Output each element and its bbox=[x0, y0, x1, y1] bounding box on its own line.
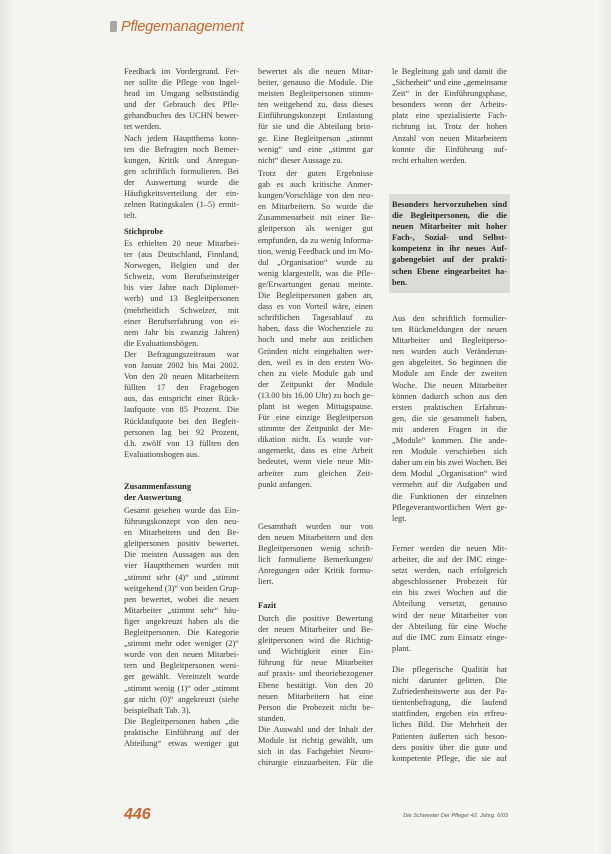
highlight-line: ben. bbox=[392, 277, 408, 287]
text-line: richtung ist. Trotz der hohen bbox=[392, 122, 507, 132]
text-line: einer Berufserfahrung von ei- bbox=[124, 316, 239, 326]
text-line: werb) und 13 Begleitpersonen bbox=[124, 294, 239, 304]
text-line: Begleitpersonen wenig schrift- bbox=[258, 544, 373, 554]
text-line: Rücklaufquote bei den Begleit- bbox=[124, 416, 239, 426]
text-line: Es erhielten 20 neue Mitarbei- bbox=[124, 239, 239, 248]
text-line: nicht darunter gelitten. Die bbox=[392, 676, 507, 686]
paragraph bbox=[258, 168, 373, 490]
text-line: praktische Einführung auf der bbox=[124, 727, 239, 737]
text-line: aus, das entspricht einer Rück- bbox=[124, 394, 239, 404]
text-line: Woche. Die neuen Mitarbeiter bbox=[392, 380, 507, 390]
text-line: der Auswertung wurde die bbox=[124, 177, 239, 187]
text-line: stattfinden, ergeben ein erfreu- bbox=[392, 709, 507, 719]
text-line: ner sollte die Pflege von Ingel- bbox=[124, 78, 239, 88]
text-line: ge. Eine Begleitperson „stimmt bbox=[258, 133, 373, 143]
text-line: head im Umgang selbstständig bbox=[124, 89, 239, 99]
highlight-line: kompetenz in ihr neues Auf- bbox=[392, 244, 507, 254]
text-line: der Abteilung für eine Woche bbox=[392, 621, 507, 631]
text-line: Gesamt gesehen wurde das Ein- bbox=[124, 506, 239, 515]
text-line: gab es auch kritische Anmer- bbox=[258, 180, 373, 190]
text-block bbox=[392, 66, 507, 166]
text-line: für sie und die Abteilung brin- bbox=[258, 122, 373, 132]
text-line: ein bis zwei Wochen auf die bbox=[392, 588, 507, 598]
paragraph bbox=[392, 66, 507, 166]
paragraph bbox=[124, 349, 239, 460]
text-line: hoch und mehr aus zeitlichen bbox=[258, 335, 373, 345]
section-heading bbox=[124, 481, 239, 503]
text-line: gen schriftlich formulieren. Bei bbox=[124, 166, 239, 176]
text-line: stimmte der Zeitpunkt der Me- bbox=[258, 424, 373, 434]
text-line: Mitarbeiter „stimmt sehr“ häu- bbox=[124, 605, 239, 615]
text-line: ersten praktischen Erfahrun- bbox=[392, 402, 507, 412]
text-line: Norwegen, Belgien und der bbox=[124, 261, 239, 271]
text-line: neuen Mitarbeitern hat eine bbox=[258, 691, 373, 701]
text-line: wurde von den neuen Mitarbei- bbox=[124, 650, 239, 660]
text-line: Zusammenarbeit mit einer Be- bbox=[258, 213, 373, 223]
text-line: Anzahl von neuen Mitarbeitern bbox=[392, 133, 507, 143]
section-heading bbox=[124, 226, 239, 237]
highlight-line: Besonders hervorzuheben sind bbox=[392, 200, 507, 209]
text-line: chirurgie einzuarbeiten. Für die bbox=[258, 758, 373, 768]
text-line: beispielhaft Tab. 3). bbox=[124, 705, 191, 715]
text-block bbox=[258, 168, 373, 490]
section-logo-icon bbox=[110, 21, 117, 32]
paragraph bbox=[124, 505, 239, 716]
text-line: kompetente Pflege, die sie auf bbox=[392, 753, 507, 763]
text-line: setzt werden, nach erfolgreich bbox=[392, 566, 507, 576]
text-line: gen abgeleitet. So beginnen die bbox=[392, 358, 507, 368]
text-line: Für eine einzige Begleitperson bbox=[258, 413, 373, 423]
text-line: tion, wenig Feedback und im Mo- bbox=[258, 246, 373, 256]
text-line: daher um ein bis zwei Wochen. Bei bbox=[392, 458, 507, 468]
text-line: kungen, Kritik und Anregun- bbox=[124, 155, 239, 165]
text-line: der neuen Mitarbeiter und Be- bbox=[258, 625, 373, 635]
text-block bbox=[258, 66, 373, 166]
text-line: Die pflegerische Qualität hat bbox=[392, 665, 507, 674]
text-line: Gründen nicht eingehalten wer- bbox=[258, 346, 373, 356]
highlight-line: gabengebiet auf der prakti- bbox=[392, 255, 507, 265]
text-line: Abteilung“ etwas weniger gut bbox=[124, 738, 239, 748]
text-line: standen. bbox=[258, 713, 286, 723]
text-block bbox=[258, 613, 373, 768]
text-block bbox=[392, 543, 507, 654]
text-line: tientenbefragung, die laufend bbox=[392, 698, 507, 708]
text-line: le Begleitung gab und damit die bbox=[392, 67, 507, 76]
text-line: vermehrt auf die Aufgaben und bbox=[392, 480, 507, 490]
text-line: die Funktionen der einzelnen bbox=[392, 491, 507, 501]
text-line: Die meisten Aussagen aus den bbox=[124, 550, 239, 560]
text-line: ten die Befragten noch Bemer- bbox=[124, 144, 239, 154]
text-line: Häufigkeitsverteilung der ein- bbox=[124, 189, 239, 199]
highlight-line: neuen Mitarbeiter mit hoher bbox=[392, 222, 507, 232]
text-line: Evaluationsbogen aus. bbox=[124, 449, 200, 459]
text-line: führungskonzept von den neu- bbox=[124, 517, 239, 527]
paragraph bbox=[258, 613, 373, 724]
text-line: kungen/Vorschläge von den neu- bbox=[258, 191, 373, 201]
text-line: Zeit“ in der Einführungsphase, bbox=[392, 89, 507, 99]
text-line: arbeiter zum gleichen Zeit- bbox=[258, 468, 373, 478]
text-line: konnte die Einführung auf- bbox=[392, 144, 507, 154]
text-line: punkt anfangen. bbox=[258, 479, 312, 489]
text-line: gleitpersonen positiv bewertet. bbox=[124, 539, 239, 549]
text-line: können dadurch schon aus den bbox=[392, 391, 507, 401]
text-line: Anregungen oder Kritik formu- bbox=[258, 566, 373, 576]
text-line: Abteilung versetzt, genauso bbox=[392, 599, 507, 609]
paragraph bbox=[392, 543, 507, 654]
text-line: führung für neue Mitarbeiter bbox=[258, 658, 373, 668]
text-line: füllten 17 den Fragebogen bbox=[124, 383, 239, 393]
highlight-box bbox=[389, 194, 510, 293]
text-line: platz eine spezialisierte Fach- bbox=[392, 111, 507, 121]
text-column-1 bbox=[124, 0, 239, 854]
text-line: Ferner werden die neuen Mit- bbox=[392, 544, 507, 553]
text-line: Mitarbeiter und Begleitperso- bbox=[392, 336, 507, 346]
text-line: gleitpersonen wird die Richtig- bbox=[258, 636, 373, 646]
text-line: empfunden, da zu wenig Informa- bbox=[258, 235, 373, 245]
text-block bbox=[392, 664, 507, 764]
text-line: Gesamthaft wurden nur von bbox=[258, 522, 373, 531]
text-line: plant. bbox=[392, 643, 411, 653]
text-line: Trotz der guten Ergebnisse bbox=[258, 169, 373, 178]
text-line: dul „Organisation“ wurde zu bbox=[258, 257, 373, 267]
text-line: den neuen Mitarbeitern und den bbox=[258, 533, 373, 543]
text-line: ge/Erwartungen genau meinte. bbox=[258, 279, 373, 289]
paragraph bbox=[124, 238, 239, 349]
text-line: dikation nicht. Es wurde vor- bbox=[258, 435, 373, 445]
text-column-2 bbox=[258, 0, 373, 854]
text-line: wenig“ und eine „stimmt gar bbox=[258, 144, 373, 154]
text-line: bis vier Jahre nach Diplomer- bbox=[124, 283, 239, 293]
text-line: chen zu viele Module gab und bbox=[258, 368, 373, 378]
text-line: schriftlichen Tagesablauf zu bbox=[258, 313, 373, 323]
text-line: beiter, genauso die Module. Die bbox=[258, 78, 373, 88]
text-line: Schweiz, vom Berufseinsteiger bbox=[124, 272, 239, 282]
text-line: angemerkt, dass es eine Arbeit bbox=[258, 446, 373, 456]
text-line: bedeutet, wenn viele neue Mit- bbox=[258, 457, 373, 467]
text-line: tern und Begleitpersonen weni- bbox=[124, 661, 239, 671]
text-line: bewertet als die neuen Mitar- bbox=[258, 67, 373, 76]
text-line: von Januar 2002 bis Mai 2002. bbox=[124, 361, 239, 371]
text-line: gleitperson als weniger gut bbox=[258, 224, 373, 234]
text-line: gehandbuches des UCHN bewer- bbox=[124, 111, 239, 121]
text-line: nicht“ dieser Aussage zu. bbox=[258, 155, 343, 165]
paragraph bbox=[392, 664, 507, 764]
text-line: Nach jedem Hauptthema konn- bbox=[124, 133, 239, 143]
text-line: Pflegeverantwortlichen Wert ge- bbox=[392, 502, 507, 512]
text-line: ten weitgehend zu, dass dieses bbox=[258, 100, 373, 110]
text-line: Module am Ende der zweiten bbox=[392, 369, 507, 379]
text-line: Feedback im Vordergrund. Fer- bbox=[124, 67, 239, 76]
text-line: Durch die positive Bewertung bbox=[258, 614, 373, 623]
text-line: Aus den schriftlich formulier- bbox=[392, 314, 507, 323]
text-line: „Sicherheit“ und eine „gemeinsame bbox=[392, 78, 507, 88]
text-line: lich formulierte Bemerkungen/ bbox=[258, 555, 373, 565]
text-line: „stimmt wenig (1)“ oder „stimmt bbox=[124, 683, 239, 693]
text-line: Die Auswahl und der Inhalt der bbox=[258, 724, 373, 734]
highlight-line: die Begleitpersonen, die die bbox=[392, 211, 507, 221]
text-line: Die Begleitpersonen haben „die bbox=[124, 716, 239, 726]
text-line: laufquote von 85 Prozent. Die bbox=[124, 405, 239, 415]
text-line: pen bewertet, wobei die neuen bbox=[124, 594, 239, 604]
page-number: 446 bbox=[124, 806, 151, 823]
journal-citation: Die Schwester Der Pfleger 42. Jahrg. 6/03 bbox=[403, 813, 508, 819]
text-line: Der Befragungszeitraum war bbox=[124, 349, 239, 359]
heading-line: Fazit bbox=[258, 601, 277, 610]
heading-line: Zusammenfassung bbox=[124, 482, 192, 491]
text-line: Ebene bestätigt. Von den 20 bbox=[258, 680, 373, 690]
text-line: Einführungskonzept Entlastung bbox=[258, 111, 373, 121]
text-line: ter (aus Deutschland, Finnland, bbox=[124, 250, 239, 260]
text-line: die Evaluationsbögen. bbox=[124, 338, 199, 348]
text-line: ger gewählt. Vereinzelt wurde bbox=[124, 672, 239, 682]
text-line: Zufriedenheitswerte aus der Pa- bbox=[392, 687, 507, 697]
text-line: gen, die sie gesammelt haben, bbox=[392, 413, 507, 423]
text-block bbox=[124, 238, 239, 460]
paragraph bbox=[258, 66, 373, 166]
text-line: besonders wenn der Arbeits- bbox=[392, 100, 507, 110]
paragraph bbox=[124, 66, 239, 133]
text-line: (mehrheitlich Schweizer, mit bbox=[124, 305, 239, 315]
paragraph bbox=[124, 133, 239, 222]
text-line: gar nicht (0)“ angekreuzt (siehe bbox=[124, 694, 239, 704]
text-line: wenig klargestellt, was die Pfle- bbox=[258, 268, 373, 278]
text-line: ders positiv über die gute und bbox=[392, 742, 507, 752]
text-line: tet werden. bbox=[124, 122, 162, 132]
text-line: „Module“ kommen. Die ande- bbox=[392, 436, 507, 446]
paragraph bbox=[124, 716, 239, 749]
text-line: „stimmt sehr (4)“ und „stimmt bbox=[124, 572, 239, 582]
text-line: dem Modul „Organisation“ wird bbox=[392, 469, 507, 479]
text-line: ten Rückmeldungen der neuen bbox=[392, 325, 507, 335]
highlight-line: Fach-, Sozial- und Selbst- bbox=[392, 233, 507, 243]
text-column-3 bbox=[392, 0, 507, 854]
paragraph bbox=[392, 313, 507, 524]
text-line: en Mitarbeitern. So wurde die bbox=[258, 202, 373, 212]
paragraph bbox=[258, 724, 373, 768]
text-line: telt. bbox=[124, 211, 137, 221]
text-line: (13.00 bis 16.00 Uhr) zu hoch ge- bbox=[258, 390, 373, 400]
text-block bbox=[258, 521, 373, 588]
heading-line: der Auswertung bbox=[124, 493, 182, 503]
text-line: liches Bild. Die Mehrheit der bbox=[392, 720, 507, 730]
text-line: weitgehend (3)“ von beiden Grup- bbox=[124, 583, 240, 593]
text-line: vier Hauptthemen wurden mit bbox=[124, 561, 239, 571]
text-line: Die Begleitpersonen gaben an, bbox=[258, 291, 373, 301]
text-line: d.h. zwölf von 13 füllten den bbox=[124, 438, 239, 448]
text-line: meisten Begleitpersonen stimm- bbox=[258, 89, 373, 99]
text-line: Module ist richtig gewählt, um bbox=[258, 736, 373, 746]
text-line: „stimmt mehr oder weniger (2)“ bbox=[124, 639, 239, 649]
text-line: Begleitpersonen. Die Kategorie bbox=[124, 628, 239, 638]
text-line: mit anderen Fragen in die bbox=[392, 424, 507, 434]
heading-line: Stichprobe bbox=[124, 227, 163, 236]
text-line: Patienten äußerten sich beson- bbox=[392, 731, 507, 741]
text-line: abgeschlossener Probezeit für bbox=[392, 577, 507, 587]
section-title: Pflegemanagement bbox=[121, 19, 244, 35]
text-line: haben, dass die Wochenziele zu bbox=[258, 324, 373, 334]
text-line: dass es von Vorteil wäre, einen bbox=[258, 302, 373, 312]
text-line: und der Gebrauch des Pfle- bbox=[124, 100, 239, 110]
text-line: auf praxis- und theoriebezogener bbox=[258, 669, 373, 679]
text-block bbox=[392, 313, 507, 524]
paragraph bbox=[258, 521, 373, 588]
text-line: recht erhalten werden. bbox=[392, 155, 467, 165]
text-line: auf die IMC zum Einsatz einge- bbox=[392, 632, 507, 642]
text-line: und Wichtigkeit einer Ein- bbox=[258, 647, 373, 657]
text-line: arbeiter, die auf der IMC einge- bbox=[392, 555, 507, 565]
text-line: Von den 20 neuen Mitarbeitern bbox=[124, 372, 239, 382]
text-line: en Mitarbeitern und den Be- bbox=[124, 528, 239, 538]
text-line: wird der neue Mitarbeiter von bbox=[392, 610, 507, 620]
text-line: nem Jahr bis zwanzig Jahren) bbox=[124, 327, 239, 337]
text-block bbox=[124, 505, 239, 749]
text-line: nen wurden auch Veränderun- bbox=[392, 347, 507, 357]
text-line: zelnen Ratingskalen (1–5) ermit- bbox=[124, 200, 239, 210]
section-heading bbox=[258, 600, 373, 611]
text-line: figer angekreuzt haben als die bbox=[124, 616, 239, 626]
text-line: den, weil es in den ersten Wo- bbox=[258, 357, 373, 367]
text-line: der Zeitpunkt der Module bbox=[258, 379, 373, 389]
text-line: ren Module verschieben sich bbox=[392, 447, 507, 457]
text-block bbox=[124, 66, 239, 221]
text-line: personen lag bei 92 Prozent, bbox=[124, 427, 239, 437]
text-line: plant ist wegen Mittagspause. bbox=[258, 401, 373, 411]
text-line: liert. bbox=[258, 577, 274, 587]
text-line: legt. bbox=[392, 513, 407, 523]
highlight-line: schen Ebene eingearbeitet ha- bbox=[392, 266, 507, 276]
text-line: Person die Probezeit nicht be- bbox=[258, 702, 373, 712]
text-line: sich in das Fachgebiet Neuro- bbox=[258, 747, 373, 757]
